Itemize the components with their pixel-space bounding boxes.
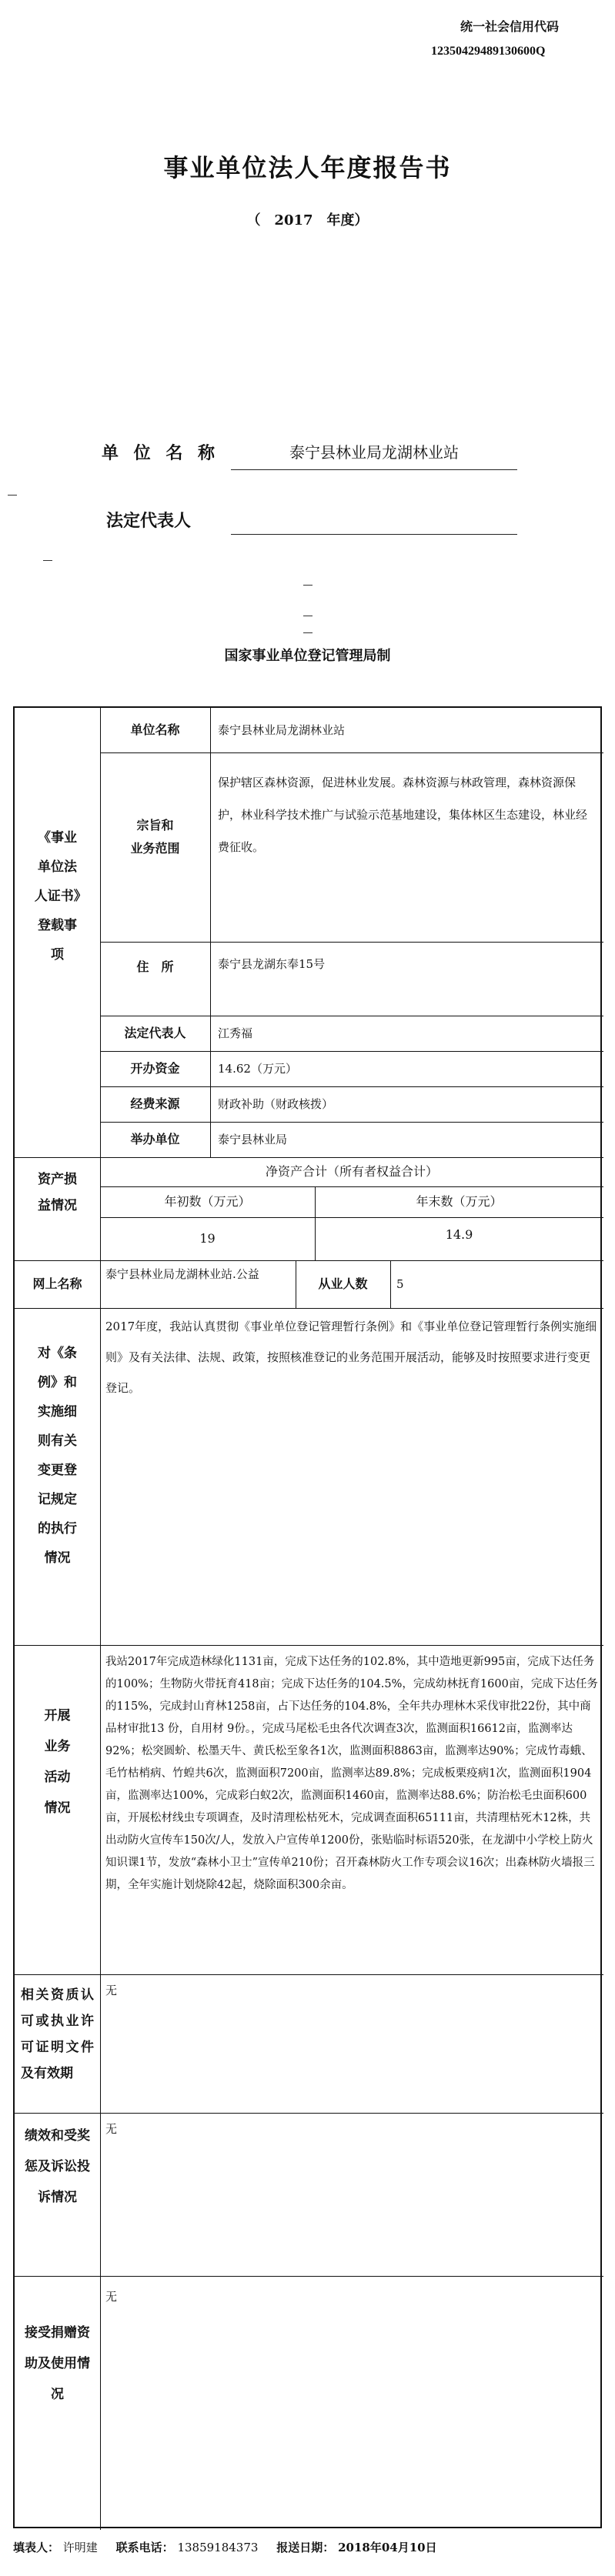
- capital-row-label: 开办资金: [130, 1061, 180, 1076]
- business-label: 开展业务活动情况: [44, 1708, 71, 1816]
- end-year-value: 14.9: [445, 1227, 473, 1242]
- decorative-dash: [303, 632, 313, 633]
- end-year-label: 年末数（万元）: [416, 1194, 503, 1209]
- date-label: 报送日期：: [276, 2541, 335, 2554]
- website-value: 泰宁县林业局龙湖林业站.公益: [105, 1267, 259, 1281]
- donations-value: 无: [105, 2290, 118, 2304]
- compliance-label: 对《条例》和实施细则有关变更登记规定的执行情况: [38, 1346, 77, 1566]
- website-label: 网上名称: [32, 1276, 82, 1291]
- credit-code-label: 统一社会信用代码: [460, 19, 560, 34]
- scope-row-label-line1: 宗旨和: [136, 818, 174, 833]
- staff-count-label: 从业人数: [318, 1276, 368, 1291]
- issuing-bureau: 国家事业单位登记管理局制: [224, 648, 391, 664]
- unit-name-row-value: 泰宁县林业局龙湖林业站: [218, 723, 346, 737]
- footer: [13, 2539, 437, 2555]
- sponsor-row-value: 泰宁县林业局: [218, 1133, 288, 1146]
- date-value: 2018年04月10日: [338, 2541, 437, 2554]
- capital-row-value: 14.62（万元）: [218, 1062, 297, 1076]
- decorative-dash: [8, 495, 17, 496]
- staff-count-value: 5: [396, 1277, 404, 1291]
- unit-name-underline: [231, 469, 517, 470]
- filler-label: 填表人：: [13, 2541, 60, 2554]
- registration-section-label: 《事业单位法人证书》登载事项: [34, 830, 81, 963]
- legal-rep-row-value: 江秀福: [218, 1026, 253, 1040]
- business-text: 我站2017年完成造林绿化1131亩，完成下达任务的102.8%，其中造地更新995亩，完成下达任务的100%；生物防火带抚育418亩；完成下达任务的104.5%，完成幼林抚育1600亩，完成下达任务的115%，完成封山育林1258亩，占下达任务的104.8%，全年共办理林木采伐审批22份，其中商品材审批13 份，自用材 9份。，完成马尾松毛虫各代次调查3次，监测面积16612亩，监测率达92%；松突圆蚧、松墨天牛、黄氏松至象各1次，监测面积8863亩，监测率达90%；完成竹毒蛾、毛竹枯梢病、竹蝗共6次，监测面积7200亩，监测率达89.8%；完成板栗疫病1次，监测面积1904亩，监测率达100%，完成彩白蚁2次，监测面积1460亩，监测率达88.6%；防治松毛虫面积600亩，开展松材线虫专项调查，及时清理松枯死木，完成调查面积65111亩，共清理枯死木12株，共出动防火宣传车150次/人，发放入户宣传单1200份，张贴临时标语520张，在龙湖中小学校上防火知识课1节，发放“森林小卫士”宣传单210份；召开森林防火工作专项会议16次；出森林防火墙报三期，全年实施计划烧除42起，烧除面积300余亩。: [105, 1656, 598, 1891]
- permits-value: 无: [105, 1984, 118, 1997]
- phone-label: 联系电话：: [115, 2541, 174, 2554]
- compliance-text: 2017年度，我站认真贯彻《事业单位登记管理暂行条例》和《事业单位登记管理暂行条例实施细则》及有关法律、法规、政策，按照核准登记的业务范围开展活动，能够及时按照要求进行变更登记。: [105, 1320, 597, 1395]
- phone-value: 13859184373: [177, 2541, 259, 2554]
- unit-name-label: 单 位 名 称: [102, 443, 219, 463]
- address-row-value: 泰宁县龙湖东奉15号: [218, 957, 326, 971]
- unit-name-row-label: 单位名称: [130, 722, 180, 737]
- funding-row-label: 经费来源: [130, 1096, 180, 1111]
- legal-rep-label: 法定代表人: [106, 511, 192, 531]
- report-title: 事业单位法人年度报告书: [163, 153, 452, 182]
- report-year: （ 2017 年度）: [246, 212, 369, 229]
- begin-year-label: 年初数（万元）: [164, 1194, 251, 1209]
- address-row-label: 住 所: [136, 959, 174, 974]
- decorative-dash: [303, 585, 313, 586]
- funding-row-value: 财政补助（财政核拨）: [218, 1097, 334, 1111]
- begin-year-value: 19: [199, 1231, 216, 1246]
- unit-name-value: 泰宁县林业局龙湖林业站: [289, 443, 459, 462]
- filler-value: 许明建: [62, 2541, 98, 2554]
- legal-rep-row-label: 法定代表人: [124, 1026, 186, 1040]
- scope-row-label-line2: 业务范围: [130, 841, 180, 856]
- decorative-dash: [43, 560, 52, 561]
- scope-row-value: 保护辖区森林资源，促进林业发展。森林资源与林政管理，森林资源保护，林业科学技术推广与试验示范基地建设，集体林区生态建设，林业经费征收。: [218, 776, 588, 854]
- scope-row-label: [100, 814, 210, 860]
- net-assets-header: 净资产合计（所有者权益合计）: [265, 1164, 438, 1179]
- report-table: [13, 706, 602, 2528]
- awards-label: 绩效和受奖惩及诉讼投诉情况: [25, 2128, 90, 2205]
- sponsor-row-label: 举办单位: [130, 1132, 180, 1146]
- donations-label: 接受捐赠资助及使用情况: [25, 2325, 90, 2402]
- permits-label: 相关资质认可或执业许可证明文件及有效期: [21, 1987, 94, 2081]
- assets-section-label: 资产损益情况: [38, 1172, 77, 1213]
- credit-code-value: 12350429489130600Q: [431, 45, 546, 58]
- legal-rep-underline: [231, 534, 517, 535]
- awards-value: 无: [105, 2122, 118, 2136]
